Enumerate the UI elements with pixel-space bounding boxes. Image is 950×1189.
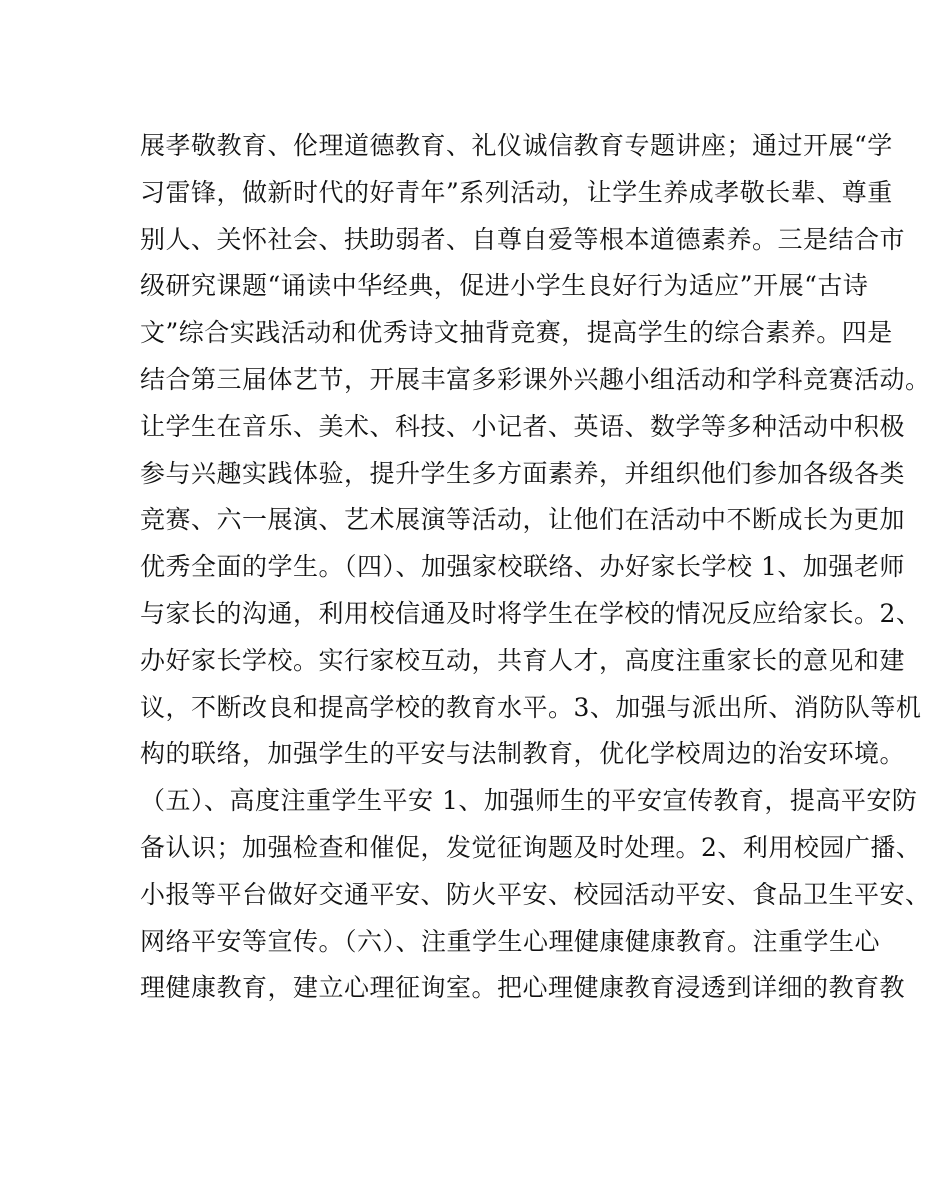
text-line: 备认识；加强检查和催促，发觉征询题及时处理。2、利用校园广播、 [140, 832, 922, 862]
text-line: 理健康教育，建立心理征询室。把心理健康教育浸透到详细的教育教 [140, 973, 906, 1003]
text-line: 网络平安等宣传。（六）、注重学生心理健康健康教育。注重学生心 [140, 926, 881, 956]
text-line: （五）、高度注重学生平安 1、加强师生的平安宣传教育，提高平安防 [140, 786, 918, 816]
text-line: 展孝敬教育、伦理道德教育、礼仪诚信教育专题讲座；通过开展“学 [140, 131, 893, 160]
text-line: 结合第三届体艺节，开展丰富多彩课外兴趣小组活动和学科竞赛活动。 [140, 364, 931, 394]
text-line: 参与兴趣实践体验，提升学生多方面素养，并组织他们参加各级各类 [140, 458, 906, 488]
text-line: 与家长的沟通，利用校信通及时将学生在学校的情况反应给家长。2、 [140, 598, 922, 628]
text-line: 习雷锋，做新时代的好青年”系列活动，让学生养成孝敬长辈、尊重 [140, 177, 893, 207]
text-line: 小报等平台做好交通平安、防火平安、校园活动平安、食品卫生平安、 [140, 879, 931, 909]
text-line: 竞赛、六一展演、艺术展演等活动，让他们在活动中不断成长为更加 [140, 505, 906, 535]
text-line: 构的联络，加强学生的平安与法制教育，优化学校周边的治安环境。 [140, 739, 906, 769]
text-line: 办好家长学校。实行家校互动，共育人才，高度注重家长的意见和建 [140, 645, 906, 675]
text-line: 级研究课题“诵读中华经典，促进小学生良好行为适应”开展“古诗 [140, 271, 869, 301]
text-line: 让学生在音乐、美术、科技、小记者、英语、数学等多种活动中积极 [140, 411, 906, 441]
text-line: 别人、关怀社会、扶助弱者、自尊自爱等根本道德素养。三是结合市 [140, 224, 906, 254]
text-line: 优秀全面的学生。（四）、加强家校联络、办好家长学校 1、加强老师 [140, 552, 905, 582]
text-line: 议，不断改良和提高学校的教育水平。3、加强与派出所、消防队等机 [140, 692, 922, 722]
text-line: 文”综合实践活动和优秀诗文抽背竞赛，提高学生的综合素养。四是 [140, 318, 893, 348]
body-text [140, 123, 931, 1012]
